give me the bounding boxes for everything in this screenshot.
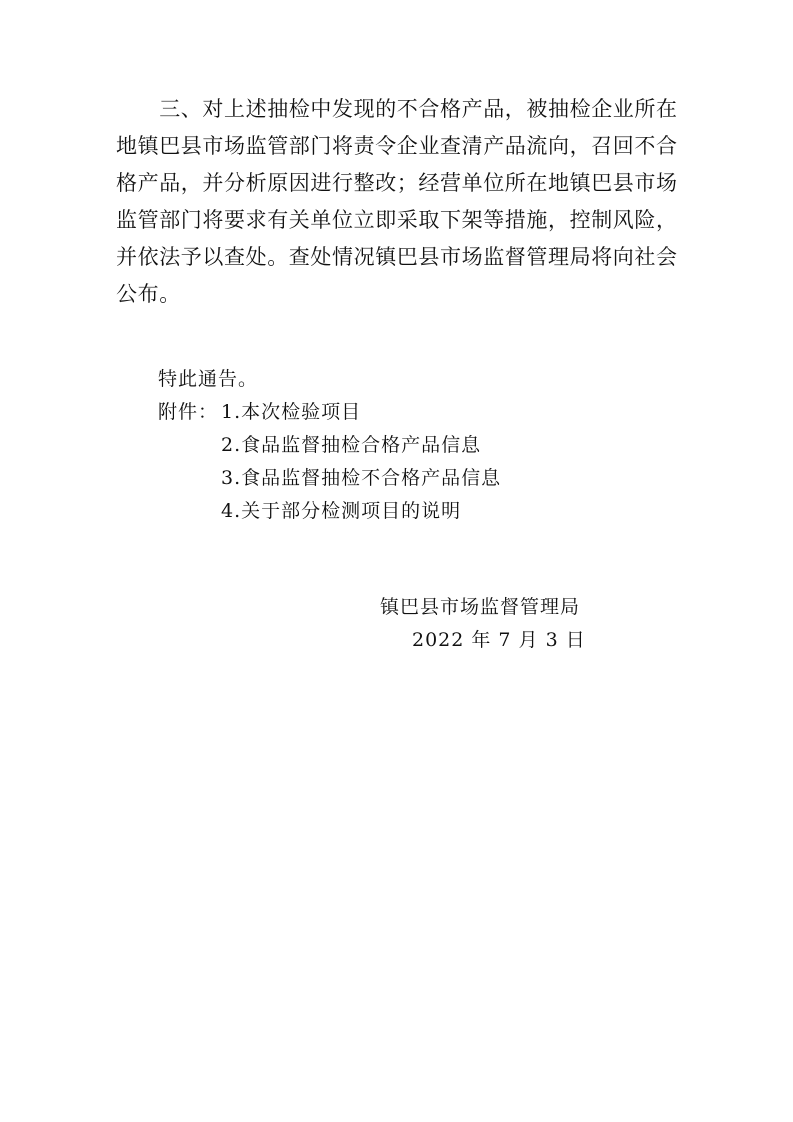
issuer-name: 镇巴县市场监督管理局 — [380, 596, 581, 618]
paragraph-line: 公布。 — [116, 282, 181, 306]
paragraph-line: 地镇巴县市场监管部门将责令企业查清产品流向，召回不合 — [116, 134, 678, 158]
attachment-item: 3.食品监督抽检不合格产品信息 — [221, 467, 502, 489]
paragraph-line: 监管部门将要求有关单位立即采取下架等措施，控制风险， — [116, 208, 678, 232]
attachments-label: 附件： — [158, 401, 219, 423]
paragraph-line: 格产品，并分析原因进行整改；经营单位所在地镇巴县市场 — [116, 171, 678, 195]
attachment-item: 4.关于部分检测项目的说明 — [221, 500, 462, 522]
paragraph-line: 三、对上述抽检中发现的不合格产品，被抽检企业所在 — [116, 97, 678, 121]
attachment-item: 2.食品监督抽检合格产品信息 — [221, 434, 482, 456]
issue-date: 2022 年 7 月 3 日 — [412, 629, 586, 651]
paragraph-line: 并依法予以查处。查处情况镇巴县市场监督管理局将向社会 — [116, 245, 678, 269]
attachment-item: 1.本次检验项目 — [221, 401, 362, 423]
closing-text: 特此通告。 — [158, 368, 259, 390]
